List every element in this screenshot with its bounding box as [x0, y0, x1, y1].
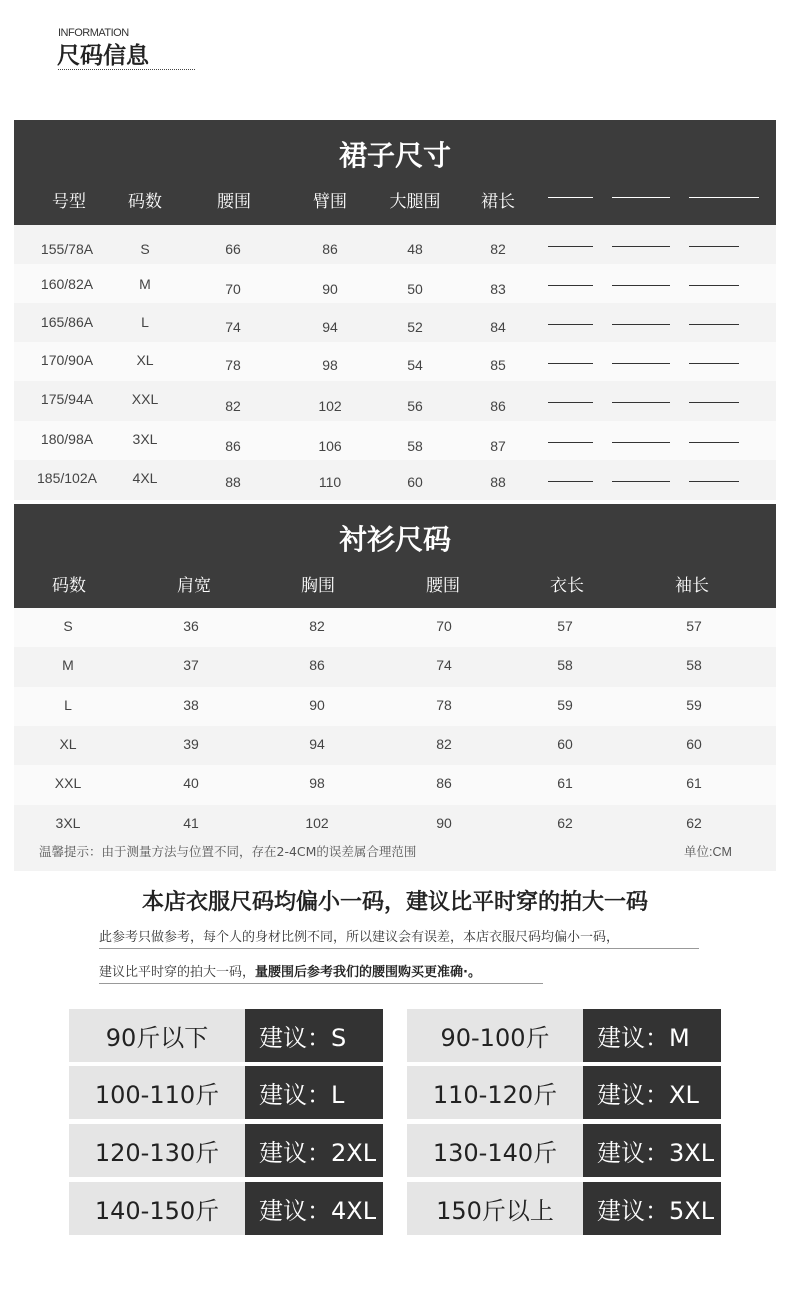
skirt-col-header: 大腿围 — [389, 192, 441, 212]
measurement-note: 温馨提示：由于测量方法与位置不同，存在2-4CM的误差属合理范围 — [39, 844, 417, 859]
empty-cell-dash — [548, 324, 593, 325]
weight-range: 90-100斤 — [407, 1009, 583, 1062]
shirt-cell: 58 — [686, 657, 702, 673]
empty-cell-dash — [689, 442, 739, 443]
empty-cell-dash — [548, 442, 593, 443]
shirt-table-row — [14, 647, 776, 687]
empty-cell-dash — [548, 481, 593, 482]
size-recommendation: 建议：XL — [583, 1066, 721, 1119]
empty-cell-dash — [612, 324, 670, 325]
shirt-cell: L — [64, 697, 72, 713]
skirt-cell: 60 — [407, 474, 423, 490]
shirt-cell: 59 — [686, 697, 702, 713]
skirt-cell: 86 — [225, 438, 241, 454]
shirt-cell: 86 — [309, 657, 325, 673]
shirt-cell: 61 — [557, 775, 573, 791]
weight-range: 140-150斤 — [69, 1182, 245, 1235]
empty-cell-dash — [689, 363, 739, 364]
shirt-cell: XXL — [54, 775, 82, 791]
skirt-cell: 3XL — [132, 431, 158, 447]
section-label-en: INFORMATION — [58, 27, 129, 39]
skirt-cell: 106 — [318, 438, 342, 454]
size-recommendation: 建议：4XL — [245, 1182, 383, 1235]
skirt-cell: 165/86A — [40, 314, 94, 330]
skirt-cell: 66 — [225, 241, 241, 257]
shirt-col-header: 袖长 — [675, 576, 709, 596]
advice-text-bold: 量腰围后参考我们的腰围购买更准确·。 — [255, 965, 481, 980]
skirt-cell: 4XL — [132, 470, 158, 486]
empty-cell-dash — [548, 246, 593, 247]
skirt-cell: XXL — [131, 391, 159, 407]
empty-cell-dash — [689, 246, 739, 247]
shirt-cell: 60 — [557, 736, 573, 752]
shirt-cell: 60 — [686, 736, 702, 752]
shirt-cell: 37 — [183, 657, 199, 673]
shirt-col-header: 肩宽 — [177, 576, 211, 596]
shirt-cell: S — [63, 618, 73, 634]
shirt-cell: 41 — [183, 815, 199, 831]
skirt-table-row — [14, 342, 776, 381]
advice-underline — [99, 983, 543, 984]
empty-cell-dash — [548, 402, 593, 403]
shirt-table-row — [14, 765, 776, 805]
skirt-cell: 86 — [490, 398, 506, 414]
shirt-table-row — [14, 726, 776, 765]
skirt-cell: 74 — [225, 319, 241, 335]
skirt-cell: 180/98A — [40, 431, 94, 447]
skirt-cell: 56 — [407, 398, 423, 414]
shirt-cell: 61 — [686, 775, 702, 791]
shirt-cell: 39 — [183, 736, 199, 752]
shirt-cell: XL — [59, 736, 77, 752]
shirt-cell: 98 — [309, 775, 325, 791]
shirt-cell: 59 — [557, 697, 573, 713]
skirt-table-row — [14, 264, 776, 303]
empty-cell-dash — [612, 402, 670, 403]
empty-cell-dash — [689, 481, 739, 482]
skirt-cell: 170/90A — [40, 352, 94, 368]
size-recommendation: 建议：3XL — [583, 1124, 721, 1177]
size-recommendation: 建议：M — [583, 1009, 721, 1062]
weight-range: 100-110斤 — [69, 1066, 245, 1119]
skirt-cell: 70 — [225, 281, 241, 297]
shirt-cell: 82 — [436, 736, 452, 752]
shirt-cell: 57 — [686, 618, 702, 634]
advice-underline — [99, 948, 699, 949]
advice-text-line-2 — [99, 961, 481, 980]
skirt-col-header: 码数 — [128, 192, 162, 212]
shirt-col-header: 胸围 — [301, 576, 335, 596]
skirt-cell: 155/78A — [40, 241, 94, 257]
skirt-col-header: 裙长 — [481, 192, 515, 212]
skirt-cell: 102 — [318, 398, 342, 414]
empty-cell-dash — [612, 246, 670, 247]
empty-cell-dash — [612, 363, 670, 364]
shirt-table-row — [14, 608, 776, 647]
skirt-col-header: 臂围 — [313, 192, 347, 212]
skirt-cell: 54 — [407, 357, 423, 373]
shirt-cell: 57 — [557, 618, 573, 634]
shirt-cell: 3XL — [55, 815, 81, 831]
skirt-col-header: 腰围 — [217, 192, 251, 212]
skirt-cell: 78 — [225, 357, 241, 373]
empty-cell-dash — [612, 285, 670, 286]
skirt-cell: 87 — [490, 438, 506, 454]
skirt-table-row — [14, 460, 776, 500]
empty-cell-dash — [689, 324, 739, 325]
skirt-cell: 94 — [322, 319, 338, 335]
shirt-col-header: 腰围 — [426, 576, 460, 596]
empty-col-line — [548, 197, 593, 198]
skirt-cell: 90 — [322, 281, 338, 297]
skirt-table-row — [14, 303, 776, 342]
skirt-cell: 88 — [490, 474, 506, 490]
weight-range: 110-120斤 — [407, 1066, 583, 1119]
advice-text-line-1: 此参考只做参考，每个人的身材比例不同，所以建议会有误差，本店衣服尺码均偏小一码， — [99, 930, 620, 945]
unit-label: 单位:CM — [684, 845, 732, 859]
shirt-table-row — [14, 687, 776, 726]
empty-col-line — [612, 197, 670, 198]
skirt-table-title: 裙子尺寸 — [338, 139, 451, 172]
skirt-cell: 88 — [225, 474, 241, 490]
shirt-cell: 78 — [436, 697, 452, 713]
skirt-cell: 185/102A — [37, 470, 97, 486]
empty-cell-dash — [548, 363, 593, 364]
skirt-col-header: 号型 — [52, 192, 86, 212]
shirt-cell: 86 — [436, 775, 452, 791]
advice-text-normal: 建议比平时穿的拍大一码， — [99, 965, 256, 980]
shirt-cell: 74 — [436, 657, 452, 673]
skirt-cell: 48 — [407, 241, 423, 257]
shirt-table-header — [14, 504, 776, 608]
shirt-cell: M — [62, 657, 74, 673]
empty-cell-dash — [612, 481, 670, 482]
skirt-cell: 50 — [407, 281, 423, 297]
skirt-cell: 58 — [407, 438, 423, 454]
size-recommendation: 建议：L — [245, 1066, 383, 1119]
size-recommendation: 建议：2XL — [245, 1124, 383, 1177]
skirt-cell: 82 — [490, 241, 506, 257]
shirt-col-header: 码数 — [52, 576, 86, 596]
skirt-cell: 84 — [490, 319, 506, 335]
empty-cell-dash — [689, 402, 739, 403]
shirt-cell: 36 — [183, 618, 199, 634]
shirt-cell: 102 — [305, 815, 329, 831]
shirt-cell: 38 — [183, 697, 199, 713]
advice-title: 本店衣服尺码均偏小一码，建议比平时穿的拍大一码 — [141, 890, 648, 915]
weight-range: 130-140斤 — [407, 1124, 583, 1177]
shirt-cell: 62 — [686, 815, 702, 831]
skirt-cell: XL — [136, 352, 154, 368]
size-recommendation: 建议：5XL — [583, 1182, 721, 1235]
shirt-cell: 94 — [309, 736, 325, 752]
skirt-cell: 83 — [490, 281, 506, 297]
empty-cell-dash — [612, 442, 670, 443]
skirt-table-row — [14, 421, 776, 460]
weight-range: 120-130斤 — [69, 1124, 245, 1177]
shirt-cell: 82 — [309, 618, 325, 634]
shirt-col-header: 衣长 — [550, 576, 584, 596]
weight-range: 150斤以上 — [407, 1182, 583, 1235]
skirt-table-row — [14, 381, 776, 421]
size-recommendation: 建议：S — [245, 1009, 383, 1062]
skirt-cell: 52 — [407, 319, 423, 335]
shirt-cell: 90 — [309, 697, 325, 713]
skirt-cell: M — [139, 276, 151, 292]
shirt-cell: 90 — [436, 815, 452, 831]
shirt-cell: 70 — [436, 618, 452, 634]
shirt-table-title: 衬衫尺码 — [338, 523, 451, 556]
skirt-cell: S — [140, 241, 150, 257]
skirt-cell: 98 — [322, 357, 338, 373]
skirt-cell: 160/82A — [40, 276, 94, 292]
shirt-cell: 58 — [557, 657, 573, 673]
weight-range: 90斤以下 — [69, 1009, 245, 1062]
empty-cell-dash — [548, 285, 593, 286]
skirt-cell: 175/94A — [40, 391, 94, 407]
skirt-table-header — [14, 120, 776, 225]
skirt-cell: 85 — [490, 357, 506, 373]
empty-col-line — [689, 197, 759, 198]
shirt-cell: 62 — [557, 815, 573, 831]
empty-cell-dash — [689, 285, 739, 286]
skirt-cell: 82 — [225, 398, 241, 414]
shirt-table-row — [14, 805, 776, 871]
shirt-cell: 40 — [183, 775, 199, 791]
skirt-cell: L — [141, 314, 149, 330]
skirt-table-row — [14, 225, 776, 264]
skirt-cell: 86 — [322, 241, 338, 257]
dotted-divider — [58, 69, 195, 70]
skirt-cell: 110 — [318, 474, 342, 490]
section-title: 尺码信息 — [57, 43, 149, 69]
